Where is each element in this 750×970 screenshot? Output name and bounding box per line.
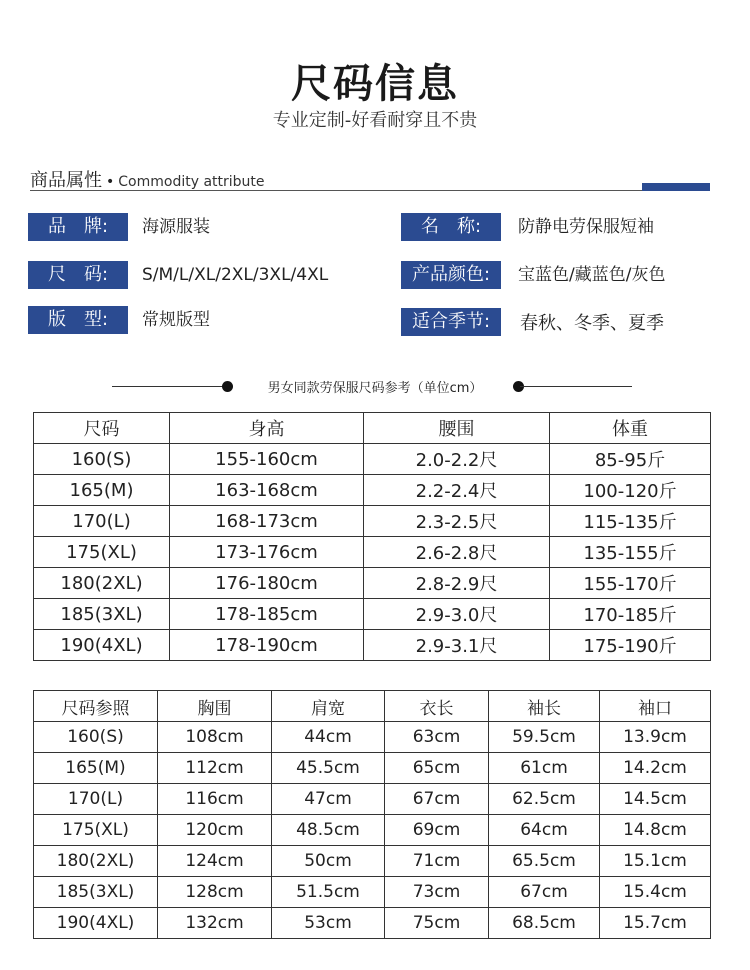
table-cell: 71cm (385, 846, 489, 877)
table-cell: 155-170斤 (550, 568, 711, 599)
table-cell: 2.9-3.0尺 (364, 599, 550, 630)
size-table-body-metrics (33, 412, 711, 661)
table-cell: 53cm (272, 908, 385, 939)
table-cell: 185(3XL) (34, 877, 158, 908)
season-label: 适合季节: (401, 308, 501, 336)
table-row (34, 537, 711, 568)
name-value: 防静电劳保服短袖 (518, 217, 654, 237)
table-cell: 100-120斤 (550, 475, 711, 506)
table-cell: 176-180cm (170, 568, 364, 599)
table-cell: 15.4cm (600, 877, 711, 908)
table-cell: 128cm (158, 877, 272, 908)
fit-label: 版 型: (28, 306, 128, 334)
table-cell: 14.8cm (600, 815, 711, 846)
season-value: 春秋、冬季、夏季 (520, 313, 664, 334)
page-subtitle: 专业定制-好看耐穿且不贵 (272, 110, 478, 131)
table-cell: 165(M) (34, 475, 170, 506)
page-title: 尺码信息 (291, 61, 459, 107)
table-cell: 175(XL) (34, 537, 170, 568)
table-cell: 14.2cm (600, 753, 711, 784)
table-cell: 73cm (385, 877, 489, 908)
table-cell: 163-168cm (170, 475, 364, 506)
table-cell: 75cm (385, 908, 489, 939)
table-cell: 115-135斤 (550, 506, 711, 537)
table-cell: 15.7cm (600, 908, 711, 939)
table-cell: 61cm (489, 753, 600, 784)
table-header-cell: 体重 (550, 413, 711, 444)
table-row (34, 846, 711, 877)
size-label: 尺 码: (28, 261, 128, 289)
table-header-cell: 肩宽 (272, 691, 385, 722)
table-cell: 168-173cm (170, 506, 364, 537)
table-cell: 47cm (272, 784, 385, 815)
table-cell: 165(M) (34, 753, 158, 784)
table-cell: 173-176cm (170, 537, 364, 568)
table-cell: 160(S) (34, 444, 170, 475)
table-cell: 175-190斤 (550, 630, 711, 661)
table-header-cell: 袖口 (600, 691, 711, 722)
table-cell: 155-160cm (170, 444, 364, 475)
table-cell: 190(4XL) (34, 908, 158, 939)
table-header-cell: 胸围 (158, 691, 272, 722)
table-cell: 170(L) (34, 506, 170, 537)
table-cell: 178-190cm (170, 630, 364, 661)
table-header-cell: 衣长 (385, 691, 489, 722)
table-cell: 69cm (385, 815, 489, 846)
table-cell: 135-155斤 (550, 537, 711, 568)
size-value: S/M/L/XL/2XL/3XL/4XL (142, 265, 329, 285)
attribute-section-header (30, 166, 710, 191)
table-cell: 67cm (385, 784, 489, 815)
divider-line-right (520, 386, 632, 387)
table-row (34, 568, 711, 599)
table-row (34, 506, 711, 537)
table-row (34, 877, 711, 908)
table-header-cell: 袖长 (489, 691, 600, 722)
table-cell: 2.0-2.2尺 (364, 444, 550, 475)
table-cell: 64cm (489, 815, 600, 846)
attribute-title-dot: • (106, 174, 115, 190)
table-row (34, 784, 711, 815)
table-cell: 44cm (272, 722, 385, 753)
fit-value: 常规版型 (142, 310, 210, 330)
table-cell: 132cm (158, 908, 272, 939)
accent-bar (642, 183, 710, 191)
table-header-row (34, 413, 711, 444)
table-header-cell: 尺码 (34, 413, 170, 444)
table-row (34, 722, 711, 753)
table-cell: 14.5cm (600, 784, 711, 815)
brand-value: 海源服装 (142, 217, 210, 237)
table-cell: 45.5cm (272, 753, 385, 784)
color-label: 产品颜色: (401, 261, 501, 289)
table-cell: 67cm (489, 877, 600, 908)
table-header-cell: 腰围 (364, 413, 550, 444)
table-cell: 2.3-2.5尺 (364, 506, 550, 537)
table-row (34, 908, 711, 939)
table-header-cell: 尺码参照 (34, 691, 158, 722)
size-reference-caption: 男女同款劳保服尺码参考（单位cm） (267, 381, 483, 396)
table-cell: 170(L) (34, 784, 158, 815)
table-cell: 48.5cm (272, 815, 385, 846)
table-row (34, 444, 711, 475)
table-cell: 2.8-2.9尺 (364, 568, 550, 599)
table-cell: 2.6-2.8尺 (364, 537, 550, 568)
table-cell: 62.5cm (489, 784, 600, 815)
table-row (34, 630, 711, 661)
table-cell: 160(S) (34, 722, 158, 753)
table-row (34, 753, 711, 784)
table-row (34, 599, 711, 630)
table-cell: 15.1cm (600, 846, 711, 877)
table-cell: 2.2-2.4尺 (364, 475, 550, 506)
table-cell: 50cm (272, 846, 385, 877)
table-cell: 175(XL) (34, 815, 158, 846)
table-cell: 85-95斤 (550, 444, 711, 475)
table-cell: 116cm (158, 784, 272, 815)
table-cell: 170-185斤 (550, 599, 711, 630)
table-cell: 190(4XL) (34, 630, 170, 661)
table-cell: 180(2XL) (34, 846, 158, 877)
table-cell: 120cm (158, 815, 272, 846)
table-cell: 51.5cm (272, 877, 385, 908)
name-label: 名 称: (401, 213, 501, 241)
table-cell: 65.5cm (489, 846, 600, 877)
table-header-row (34, 691, 711, 722)
table-cell: 180(2XL) (34, 568, 170, 599)
table-cell: 59.5cm (489, 722, 600, 753)
color-value: 宝蓝色/藏蓝色/灰色 (518, 265, 666, 285)
table-cell: 13.9cm (600, 722, 711, 753)
table-cell: 108cm (158, 722, 272, 753)
table-row (34, 475, 711, 506)
table-header-cell: 身高 (170, 413, 364, 444)
table-cell: 124cm (158, 846, 272, 877)
attribute-title-en: Commodity attribute (118, 174, 265, 190)
table-cell: 65cm (385, 753, 489, 784)
table-cell: 68.5cm (489, 908, 600, 939)
size-table-garment-measurements (33, 690, 711, 939)
table-cell: 63cm (385, 722, 489, 753)
table-cell: 178-185cm (170, 599, 364, 630)
table-cell: 185(3XL) (34, 599, 170, 630)
table-cell: 112cm (158, 753, 272, 784)
table-cell: 2.9-3.1尺 (364, 630, 550, 661)
table-row (34, 815, 711, 846)
attribute-title-cn: 商品属性 (30, 170, 102, 191)
brand-label: 品 牌: (28, 213, 128, 241)
